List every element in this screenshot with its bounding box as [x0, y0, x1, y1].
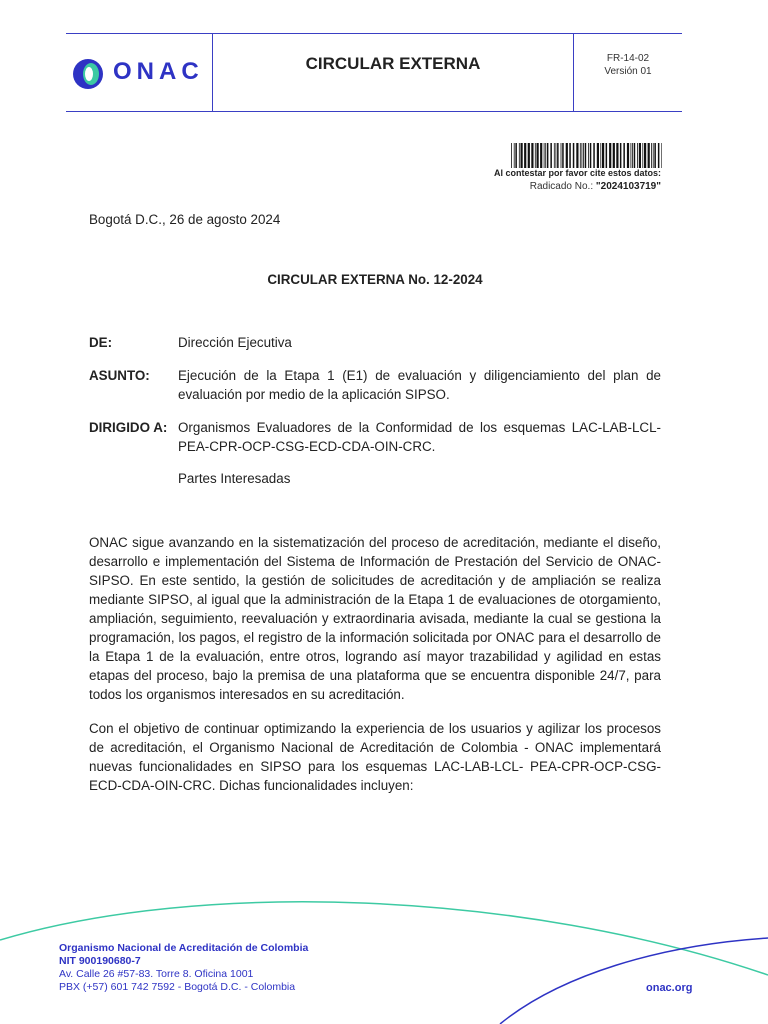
barcode-bar — [627, 143, 629, 168]
body-paragraph-1: ONAC sigue avanzando en la sistematización del proceso de acreditación, mediante el diseño, desarrollo e implementación del Sistema de Información de Prestación del Servicio de ONAC- SIPSO. En este sentido, la gestión de solicitudes de acreditación y de ampliación se realiza mediante SIPSO, al igual que la administración de la Etapa 1 de evaluaciones de otorgamiento, ampliación, seguimiento, reevaluación y extraordinaria avisada, mediante la cual se gestiona la programación, los pagos, el registro de la información solicitada por ONAC para el desarrollo de la Etapa 1 de la evaluación, entre otros, logrando así mayor trazabilidad y agilidad en estas etapas del proceso, bajo la premisa de una plataforma que se encuentra disponible 24/7, para todos los organismos interesados en su acreditación. — [89, 535, 661, 702]
barcode-bar — [600, 143, 601, 168]
barcode-bar — [620, 143, 622, 168]
footer-website-link[interactable]: onac.org — [646, 982, 693, 994]
barcode-bar — [658, 143, 660, 168]
footer-nit: NIT 900190680-7 — [59, 955, 141, 967]
barcode-bar — [576, 143, 578, 168]
barcode-caption: Al contestar por favor cite estos datos: — [493, 168, 661, 178]
barcode-bar — [562, 143, 564, 168]
form-code: FR-14-02 — [606, 53, 650, 64]
barcode — [511, 143, 662, 168]
radicado-value: "2024103719" — [595, 181, 661, 192]
footer-phone: PBX (+57) 601 742 7592 - Bogotá D.C. - Colombia — [59, 981, 296, 993]
barcode-bar — [637, 143, 638, 168]
barcode-bar — [613, 143, 615, 168]
barcode-bar — [583, 143, 584, 168]
barcode-bar — [524, 143, 526, 168]
circular-number: CIRCULAR EXTERNA No. 12-2024 — [267, 272, 483, 287]
barcode-bar — [648, 143, 650, 168]
barcode-bar — [535, 143, 536, 168]
barcode-bar — [511, 143, 512, 168]
de-value: Dirección Ejecutiva — [178, 335, 292, 350]
barcode-bar — [644, 143, 646, 168]
barcode-bar — [642, 143, 643, 168]
barcode-bar — [521, 143, 523, 168]
barcode-bar — [582, 143, 583, 168]
barcode-bar — [547, 143, 549, 168]
barcode-bar — [661, 143, 662, 168]
barcode-bar — [514, 143, 515, 168]
asunto-label: ASUNTO: — [89, 368, 150, 383]
barcode-bar — [590, 143, 592, 168]
barcode-bar — [573, 143, 575, 168]
barcode-bar — [588, 143, 589, 168]
barcode-bar — [556, 143, 557, 168]
barcode-bar — [609, 143, 611, 168]
barcode-bar — [651, 143, 652, 168]
form-version: Versión 01 — [604, 66, 652, 77]
barcode-bar — [566, 143, 568, 168]
barcode-bar — [561, 143, 562, 168]
barcode-bar — [537, 143, 539, 168]
barcode-bar — [519, 143, 520, 168]
barcode-bar — [606, 143, 608, 168]
barcode-bar — [585, 143, 587, 168]
barcode-bar — [654, 143, 656, 168]
form-code-block — [574, 52, 682, 78]
barcode-bar — [554, 143, 555, 168]
radicado-label: Radicado No.: — [529, 181, 594, 192]
barcode-bar — [616, 143, 618, 168]
dirigido-label: DIRIGIDO A: — [89, 420, 168, 435]
onac-logo — [69, 46, 209, 98]
dirigido-value-2: Partes Interesadas — [178, 471, 291, 486]
barcode-bar — [544, 143, 545, 168]
barcode-bar — [631, 143, 632, 168]
body-paragraph-2: Con el objetivo de continuar optimizando la experiencia de los usuarios y agilizar los procesos de acreditación, el Organismo Nacional de Acreditación de Colombia - ONAC implementará nuevas funcionalidades en SIPSO para los esquemas LAC-LAB-LCL- PEA-CPR-OCP-CSG-ECD-CDA-OIN-CRC. Dichas funcionalidades incluyen: — [89, 721, 661, 793]
barcode-bar — [597, 143, 599, 168]
de-label: DE: — [89, 335, 113, 350]
barcode-bar — [557, 143, 559, 168]
barcode-bar — [639, 143, 641, 168]
radicado-line — [530, 181, 661, 192]
barcode-bar — [634, 143, 636, 168]
asunto-value: Ejecución de la Etapa 1 (E1) de evaluación y diligenciamiento del plan de evaluación por medio de la aplicación SIPSO. — [178, 368, 661, 402]
barcode-bar — [653, 143, 654, 168]
barcode-bar — [531, 143, 533, 168]
barcode-bar — [515, 143, 517, 168]
document-title: CIRCULAR EXTERNA — [305, 54, 481, 73]
barcode-bar — [528, 143, 530, 168]
footer-contact — [59, 942, 308, 994]
barcode-bar — [632, 143, 633, 168]
barcode-bar — [602, 143, 604, 168]
barcode-bar — [623, 143, 625, 168]
letter-date: Bogotá D.C., 26 de agosto 2024 — [89, 212, 281, 227]
barcode-bar — [593, 143, 595, 168]
barcode-bar — [545, 143, 546, 168]
footer-address: Av. Calle 26 #57-83. Torre 8. Oficina 1001 — [59, 968, 254, 980]
document-header — [66, 33, 682, 112]
logo-wordmark: ONAC — [113, 58, 204, 85]
barcode-bar — [569, 143, 571, 168]
onac-logo-icon — [69, 46, 109, 98]
barcode-bar — [550, 143, 552, 168]
dirigido-value: Organismos Evaluadores de la Conformidad de los esquemas LAC-LAB-LCL-PEA-CPR-OCP-CSG-ECD-CDA-OIN-CRC. — [178, 420, 661, 454]
barcode-bar — [580, 143, 581, 168]
footer-org-name: Organismo Nacional de Acreditación de Colombia — [59, 942, 309, 954]
barcode-bar — [540, 143, 542, 168]
